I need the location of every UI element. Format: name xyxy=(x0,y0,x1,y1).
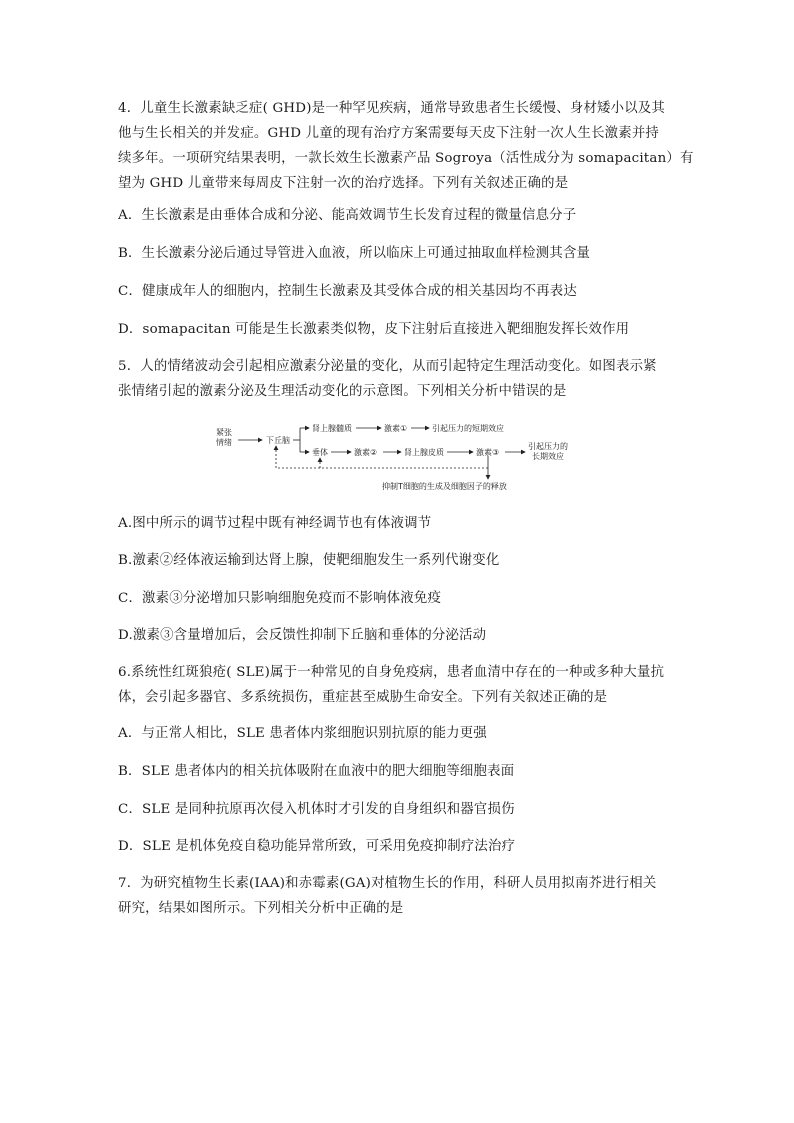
diagram-adrenal-medulla-label: 肾上腺髓质 xyxy=(312,424,352,433)
question-6-option-d: D．SLE 是机体免疫自稳功能异常所致，可采用免疫抑制疗法治疗 xyxy=(118,839,516,854)
question-6-option-a: A．与正常人相比，SLE 患者体内浆细胞识别抗原的能力更强 xyxy=(118,726,487,741)
hormone-flow-diagram xyxy=(200,418,600,498)
question-5-stem xyxy=(118,354,678,404)
question-6-line: 体，会引起多器官、多系统损伤，重症甚至威胁生命安全。下列有关叙述正确的是 xyxy=(118,690,608,705)
question-7-line: 7．为研究植物生长素(IAA)和赤霉素(GA)对植物生长的作用，科研人员用拟南芥进行相关 xyxy=(118,876,657,891)
diagram-inhibit-label: 抑制T细胞的生成及细胞因子的释放 xyxy=(382,482,507,491)
diagram-adrenal-cortex-label: 肾上腺皮质 xyxy=(404,448,444,457)
question-4-option-a: A．生长激素是由垂体合成和分泌、能高效调节生长发育过程的微量信息分子 xyxy=(118,208,577,223)
question-4-line: 望为 GHD 儿童带来每周皮下注射一次的治疗选择。下列有关叙述正确的是 xyxy=(118,176,569,191)
question-4-line: 续多年。一项研究结果表明，一款长效生长激素产品 Sogroya（活性成分为 somapacitan）有 xyxy=(118,151,694,166)
diagram-short-term-label: 引起压力的短期效应 xyxy=(432,424,504,433)
question-5-option-d: D.激素③含量增加后，会反馈性抑制下丘脑和垂体的分泌活动 xyxy=(118,628,487,643)
diagram-long-term-label-1: 引起压力的 xyxy=(528,442,568,451)
diagram-hormone3-label: 激素③ xyxy=(476,448,500,457)
question-5-line: 张情绪引起的激素分泌及生理活动变化的示意图。下列相关分析中错误的是 xyxy=(118,384,567,399)
diagram-stress-label-2: 情绪 xyxy=(216,438,232,447)
question-6-option-c: C．SLE 是同种抗原再次侵入机体时才引发的自身组织和器官损伤 xyxy=(118,802,515,817)
question-5-option-a: A.图中所示的调节过程中既有神经调节也有体液调节 xyxy=(118,516,432,531)
question-4-option-c: C．健康成年人的细胞内，控制生长激素及其受体合成的相关基因均不再表达 xyxy=(118,284,577,299)
question-6-stem xyxy=(118,660,678,710)
question-7-stem xyxy=(118,871,678,921)
question-5-option-b: B.激素②经体液运输到达肾上腺，使靶细胞发生一系列代谢变化 xyxy=(118,553,500,568)
diagram-stress-label-1: 紧张 xyxy=(216,428,232,437)
question-4-line: 他与生长相关的并发症。GHD 儿童的现有治疗方案需要每天皮下注射一次人生长激素并持 xyxy=(118,126,660,141)
question-4-option-b: B．生长激素分泌后通过导管进入血液，所以临床上可通过抽取血样检测其含量 xyxy=(118,246,591,261)
diagram-long-term-label-2: 长期效应 xyxy=(532,452,564,461)
question-5-line: 5．人的情绪波动会引起相应激素分泌量的变化，从而引起特定生理活动变化。如图表示紧 xyxy=(118,359,657,374)
question-4-line: 4．儿童生长激素缺乏症( GHD)是一种罕见疾病，通常导致患者生长缓慢、身材矮小以及其 xyxy=(118,101,665,116)
question-6-line: 6.系统性红斑狼疮( SLE)属于一种常见的自身免疫病，患者血清中存在的一种或多种大量抗 xyxy=(118,665,665,680)
diagram-hypothalamus-label: 下丘脑 xyxy=(266,436,290,445)
question-4-option-d: D．somapacitan 可能是生长激素类似物，皮下注射后直接进入靶细胞发挥长效作用 xyxy=(118,322,630,337)
diagram-hormone2-label: 激素② xyxy=(354,448,378,457)
diagram-hormone1-label: 激素① xyxy=(384,424,408,433)
question-5-option-c: C．激素③分泌增加只影响细胞免疫而不影响体液免疫 xyxy=(118,591,442,606)
question-4-stem xyxy=(118,96,694,196)
question-6-option-b: B．SLE 患者体内的相关抗体吸附在血液中的肥大细胞等细胞表面 xyxy=(118,764,515,779)
diagram-feedback-to-hypothalamus xyxy=(276,446,488,468)
question-7-line: 研究，结果如图所示。下列相关分析中正确的是 xyxy=(118,901,404,916)
diagram-pituitary-label: 垂体 xyxy=(312,448,328,457)
